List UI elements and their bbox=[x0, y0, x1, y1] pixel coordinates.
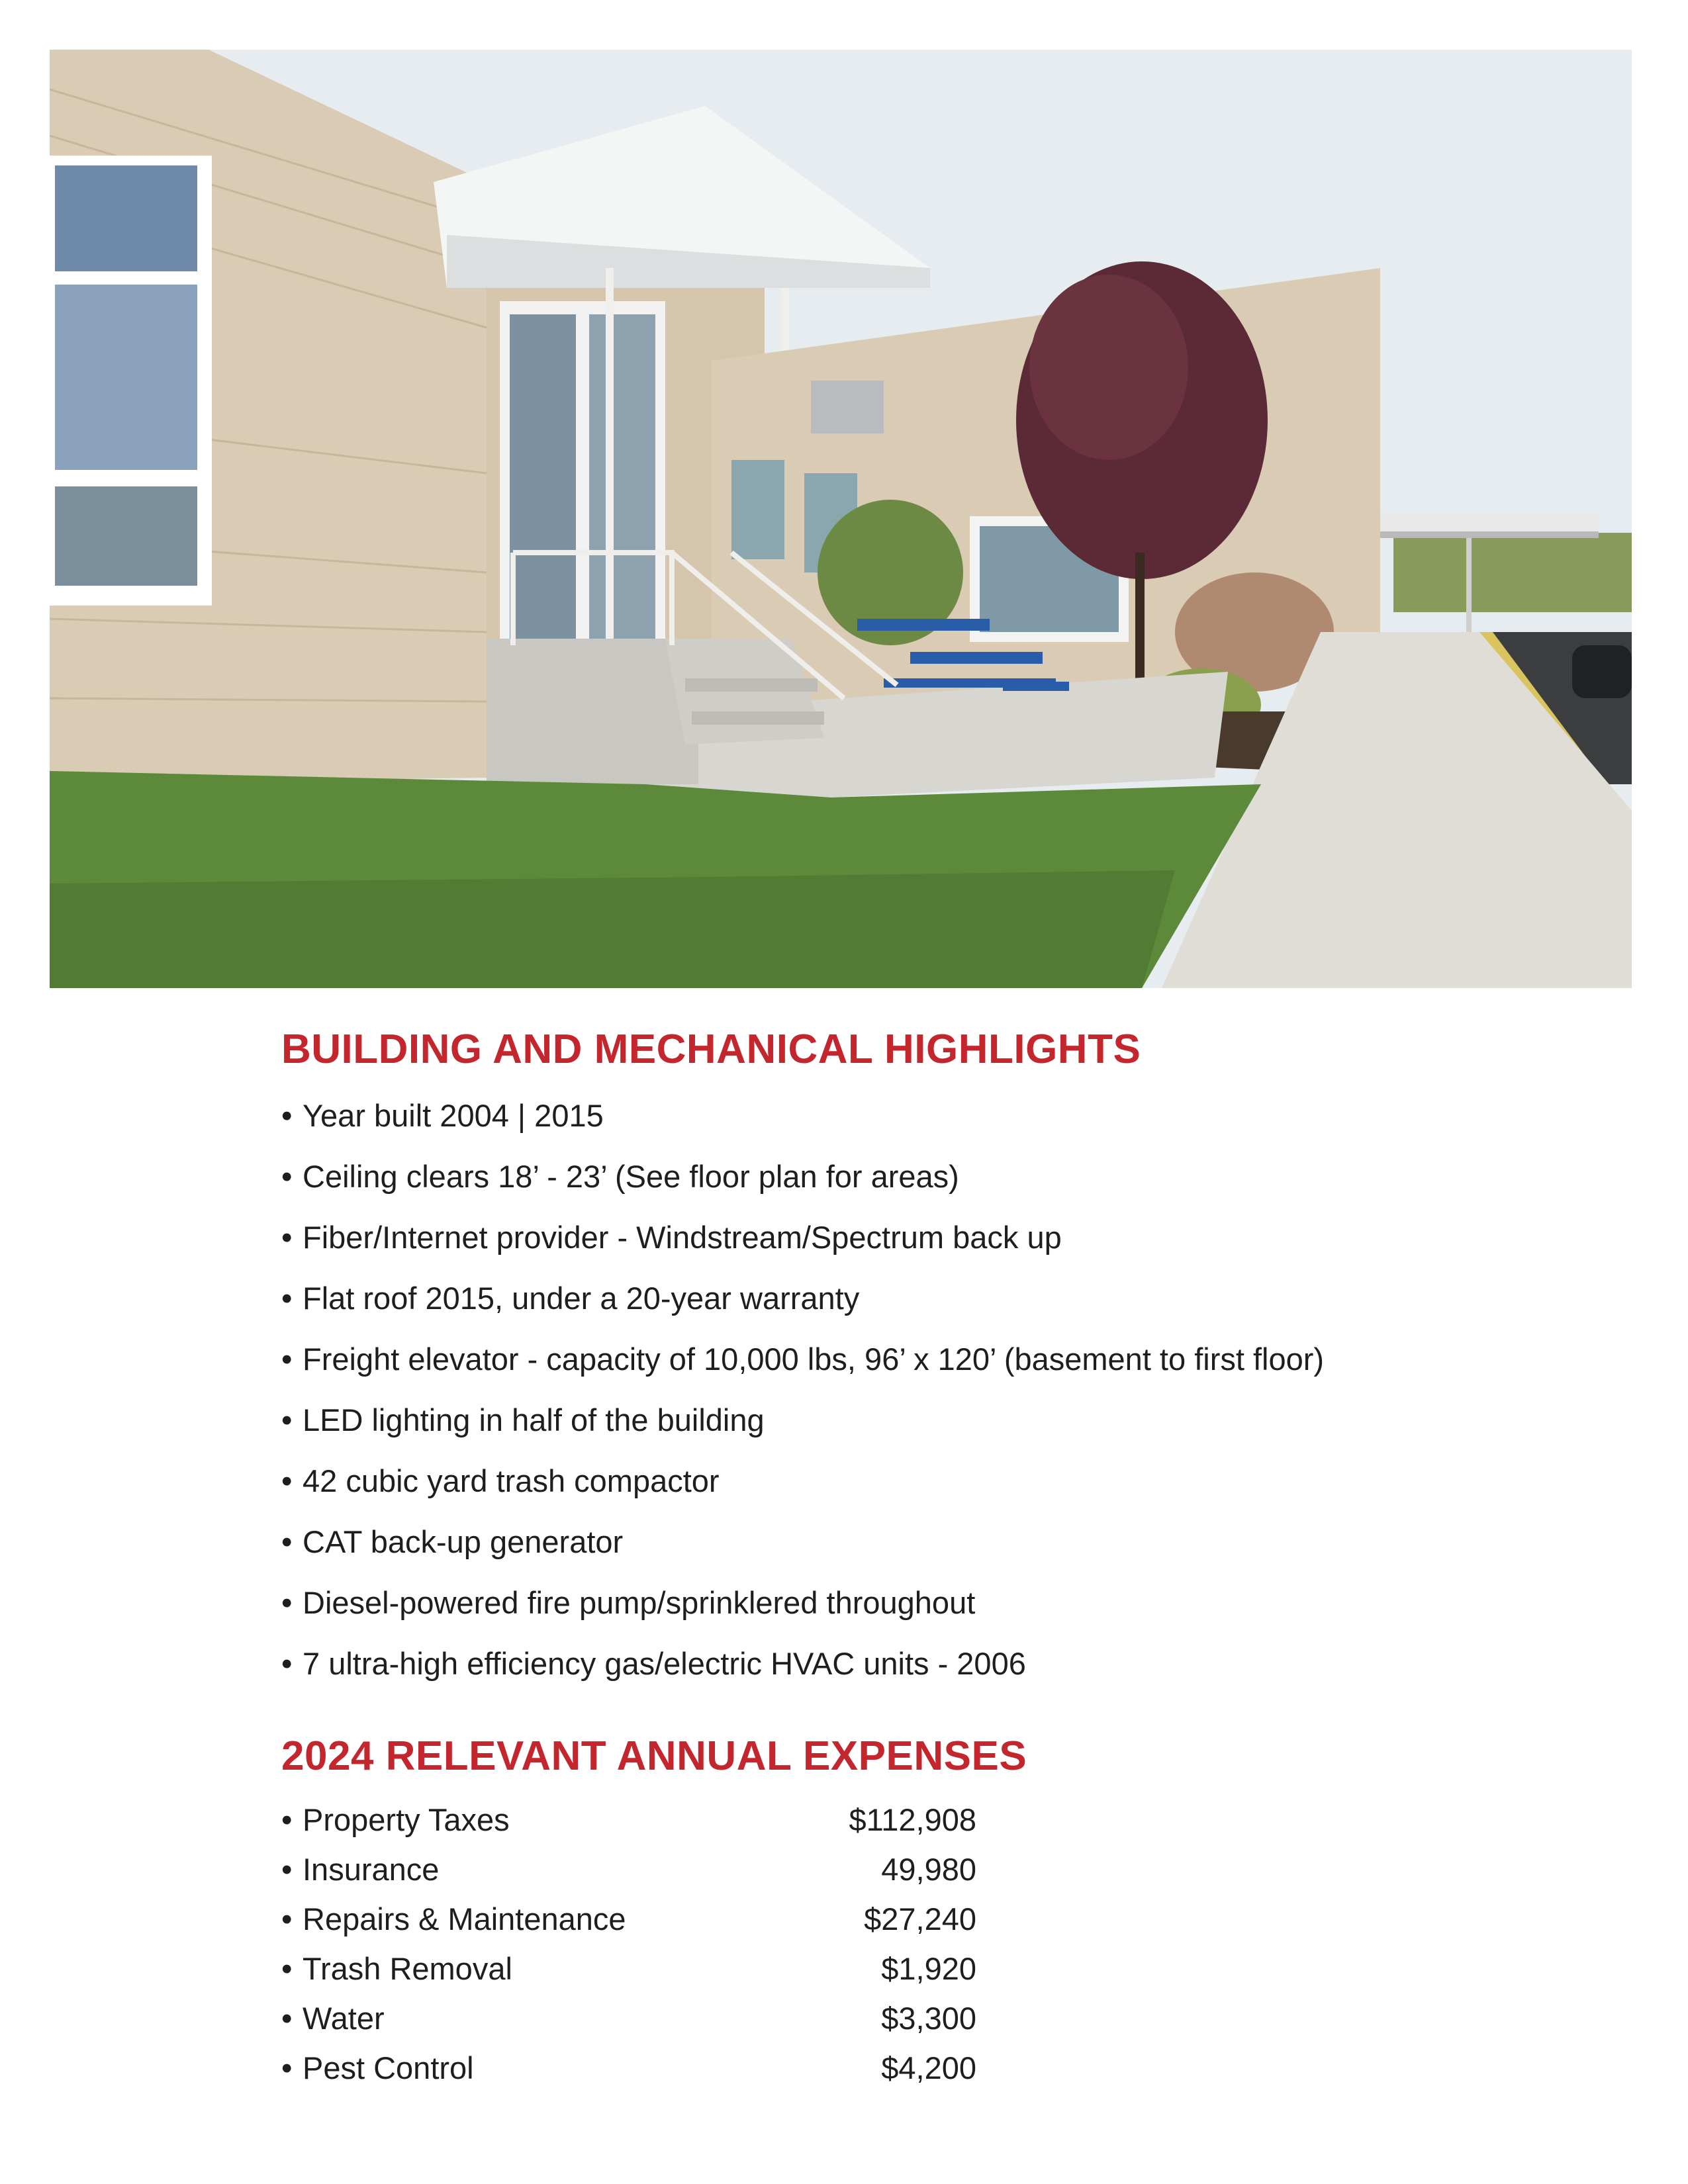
expense-amount: $27,240 bbox=[864, 1901, 976, 1936]
list-item bbox=[281, 1329, 1539, 1390]
expense-amount: $1,920 bbox=[881, 1951, 976, 1986]
highlight-text: Flat roof 2015, under a 20-year warranty bbox=[303, 1281, 860, 1316]
highlight-text: 42 cubic yard trash compactor bbox=[303, 1463, 720, 1498]
expense-row bbox=[281, 1844, 976, 1894]
bullet-icon: • bbox=[281, 1852, 293, 1887]
bullet-icon: • bbox=[281, 1646, 293, 1681]
list-item bbox=[281, 1390, 1539, 1451]
expense-amount: $112,908 bbox=[849, 1802, 976, 1837]
expense-row bbox=[281, 1993, 976, 2043]
expense-amount: 49,980 bbox=[881, 1852, 976, 1887]
bullet-icon: • bbox=[281, 1220, 293, 1255]
expense-row bbox=[281, 1944, 976, 1993]
expense-label: Insurance bbox=[303, 1852, 440, 1887]
highlight-text: Freight elevator - capacity of 10,000 lbs, 96’ x 120’ (basement to first floor) bbox=[303, 1342, 1325, 1377]
highlight-text: 7 ultra-high efficiency gas/electric HVAC units - 2006 bbox=[303, 1646, 1026, 1681]
expense-row bbox=[281, 2043, 976, 2093]
bullet-icon: • bbox=[281, 1159, 293, 1194]
expense-row bbox=[281, 1795, 976, 1844]
list-item bbox=[281, 1207, 1539, 1268]
expense-label: Water bbox=[303, 2001, 385, 2036]
highlight-text: Diesel-powered fire pump/sprinklered throughout bbox=[303, 1585, 976, 1620]
highlights-list bbox=[281, 1085, 1539, 1694]
list-item bbox=[281, 1633, 1539, 1694]
expense-amount: $4,200 bbox=[881, 2050, 976, 2085]
highlights-heading: BUILDING AND MECHANICAL HIGHLIGHTS bbox=[281, 1026, 1141, 1072]
bullet-icon: • bbox=[281, 1585, 293, 1620]
expense-label: Trash Removal bbox=[303, 1951, 512, 1986]
highlight-text: Year built 2004 | 2015 bbox=[303, 1098, 604, 1133]
bullet-icon: • bbox=[281, 1281, 293, 1316]
expenses-heading: 2024 RELEVANT ANNUAL EXPENSES bbox=[281, 1733, 1027, 1779]
expense-label: Pest Control bbox=[303, 2050, 474, 2085]
expense-label: Property Taxes bbox=[303, 1802, 510, 1837]
bullet-icon: • bbox=[281, 1402, 293, 1437]
highlight-text: LED lighting in half of the building bbox=[303, 1402, 765, 1437]
list-item bbox=[281, 1268, 1539, 1329]
expense-amount: $3,300 bbox=[881, 2001, 976, 2036]
bullet-icon: • bbox=[281, 2001, 293, 2036]
bullet-icon: • bbox=[281, 2050, 293, 2085]
highlight-text: Ceiling clears 18’ - 23’ (See floor plan for areas) bbox=[303, 1159, 959, 1194]
building-entrance-photo bbox=[50, 50, 1632, 988]
bullet-icon: • bbox=[281, 1802, 293, 1837]
bullet-icon: • bbox=[281, 1463, 293, 1498]
document-body bbox=[281, 1019, 1539, 2093]
expense-row bbox=[281, 1894, 976, 1944]
list-item bbox=[281, 1512, 1539, 1572]
expenses-list bbox=[281, 1795, 1539, 2093]
list-item bbox=[281, 1146, 1539, 1207]
list-item bbox=[281, 1085, 1539, 1146]
highlight-text: Fiber/Internet provider - Windstream/Spectrum back up bbox=[303, 1220, 1062, 1255]
list-item bbox=[281, 1451, 1539, 1512]
bullet-icon: • bbox=[281, 1951, 293, 1986]
highlight-text: CAT back-up generator bbox=[303, 1524, 624, 1559]
expense-label: Repairs & Maintenance bbox=[303, 1901, 626, 1936]
bullet-icon: • bbox=[281, 1524, 293, 1559]
bullet-icon: • bbox=[281, 1342, 293, 1377]
bullet-icon: • bbox=[281, 1901, 293, 1936]
bullet-icon: • bbox=[281, 1098, 293, 1133]
list-item bbox=[281, 1572, 1539, 1633]
